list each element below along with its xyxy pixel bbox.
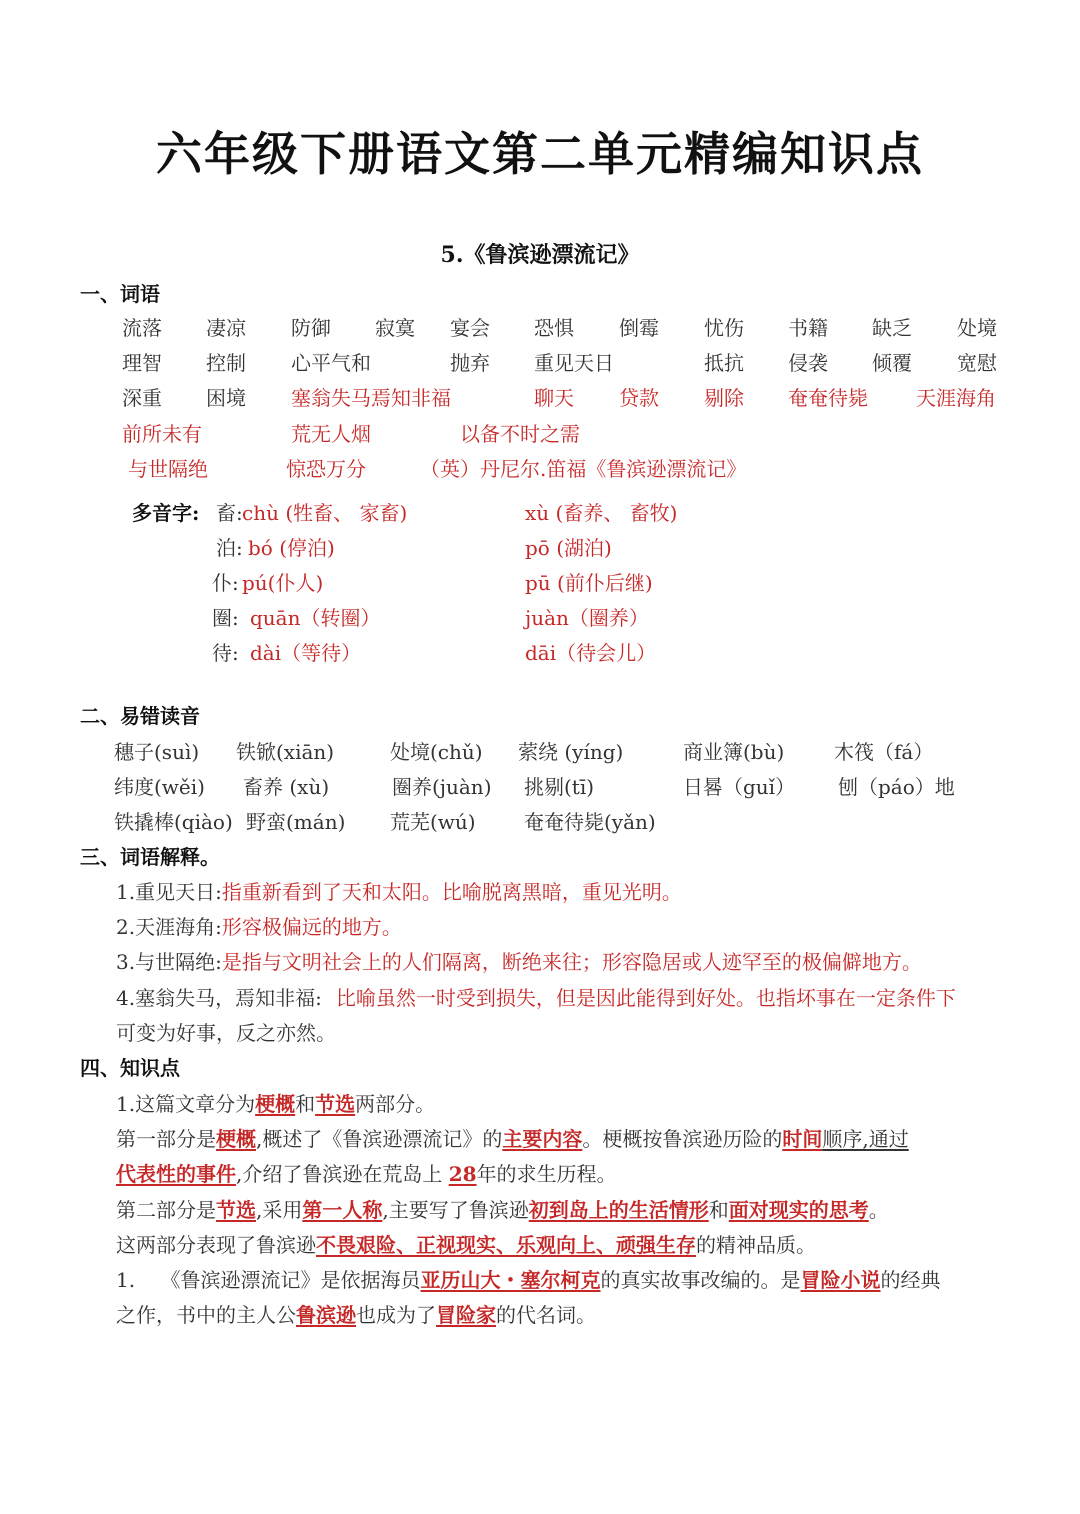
definition-term: 2.天涯海角:	[116, 915, 222, 939]
text: ,介绍了鲁滨逊在荒岛上	[236, 1162, 449, 1186]
text: 也成为了	[356, 1303, 436, 1327]
polyphone-label: 多音字:	[132, 501, 200, 525]
pronunciation-item: 商业簿(bù)	[683, 740, 785, 764]
vocab-word: 侵袭	[788, 351, 828, 375]
pronunciation-item: 挑剔(tī)	[524, 775, 595, 799]
text: 1.这篇文章分为	[116, 1092, 256, 1116]
vocab-word: 忧伤	[704, 316, 744, 340]
key-term: 代表性的事件	[116, 1162, 236, 1186]
knowledge-paragraph	[116, 1123, 909, 1152]
vocab-word-highlight: 塞翁失马焉知非福	[291, 386, 451, 410]
text: 和	[708, 1198, 729, 1222]
vocab-word: 处境	[957, 316, 997, 340]
key-term: 第一人称	[302, 1198, 383, 1222]
key-term: 冒险小说	[800, 1268, 881, 1292]
text: 第二部分是	[116, 1198, 216, 1222]
definition-item	[116, 876, 682, 905]
knowledge-paragraph	[116, 1158, 617, 1187]
vocab-word-highlight: 以备不时之需	[460, 422, 580, 446]
vocab-word: 凄凉	[206, 316, 246, 340]
pronunciation-item: 奄奄待毙(yǎn)	[524, 810, 656, 834]
vocab-word-highlight: 奄奄待毙	[788, 386, 868, 410]
pronunciation-item: 畜养 (xù)	[243, 775, 330, 799]
pronunciation-item: 铁撬棒(qiào)	[114, 810, 233, 834]
section-heading-pronunciation: 二、易错读音	[80, 704, 200, 728]
vocab-word: 流落	[122, 316, 162, 340]
pronunciation-item: 日晷（guǐ）	[683, 775, 796, 799]
vocab-word-highlight: 惊恐万分	[286, 457, 366, 481]
pronunciation-item: 铁锨(xiān)	[236, 740, 335, 764]
text: 的经典	[880, 1268, 941, 1292]
text: 这两部分表现了鲁滨逊	[116, 1233, 316, 1257]
polyphone-reading: pō (湖泊)	[525, 536, 612, 560]
polyphone-char: 圈:	[212, 606, 239, 630]
vocab-word-highlight: （英）丹尼尔.笛福《鲁滨逊漂流记》	[420, 457, 747, 481]
definition-text: 是指与文明社会上的人们隔离，断绝来往；形容隐居或人迹罕至的极偏僻地方。	[221, 950, 922, 974]
definition-item	[116, 911, 402, 940]
key-term: 面对现实的思考	[728, 1198, 869, 1222]
vocab-word-highlight: 剔除	[704, 386, 744, 410]
definition-term: 3.与世隔绝:	[116, 950, 222, 974]
key-term: 鲁滨逊	[296, 1303, 356, 1327]
polyphone-reading: pū (前仆后继)	[525, 571, 653, 595]
section-heading-vocabulary: 一、词语	[80, 282, 160, 306]
definition-text: 指重新看到了天和太阳。比喻脱离黑暗，重见光明。	[221, 880, 682, 904]
vocab-word: 深重	[122, 386, 162, 410]
polyphone-char: 待:	[212, 641, 239, 665]
vocab-word: 宽慰	[957, 351, 997, 375]
text: 和	[295, 1092, 316, 1116]
pronunciation-item: 穗子(suì)	[114, 740, 200, 764]
vocab-word: 理智	[122, 351, 162, 375]
key-term: 亚历山大・塞尔柯克	[420, 1268, 601, 1292]
vocab-word: 倾覆	[872, 351, 912, 375]
vocab-word-highlight: 天涯海角	[916, 386, 996, 410]
vocab-word: 心平气和	[291, 351, 371, 375]
vocab-word: 抛弃	[450, 351, 490, 375]
vocab-word: 恐惧	[534, 316, 574, 340]
polyphone-char: 畜:	[216, 501, 243, 525]
polyphone-reading: dài（等待）	[250, 641, 362, 665]
vocab-word: 缺乏	[872, 316, 912, 340]
text: 年的求生历程。	[476, 1162, 617, 1186]
section-heading-definitions: 三、词语解释。	[80, 845, 220, 869]
knowledge-paragraph	[116, 1264, 941, 1293]
key-term: 节选	[216, 1198, 256, 1222]
key-term: 初到岛上的生活情形	[528, 1198, 709, 1222]
pronunciation-item: 荒芜(wú)	[390, 810, 476, 834]
text: 1. 《鲁滨逊漂流记》是依据海员	[116, 1268, 421, 1292]
polyphone-char: 仆:	[212, 571, 239, 595]
vocab-word: 控制	[206, 351, 246, 375]
definition-term: 1.重见天日:	[116, 880, 222, 904]
vocab-word: 倒霉	[619, 316, 659, 340]
text: ,主要写了鲁滨逊	[382, 1198, 529, 1222]
vocab-word: 困境	[206, 386, 246, 410]
text: 。梗概按鲁滨逊历险的	[582, 1127, 783, 1151]
key-term: 梗概	[216, 1127, 256, 1151]
polyphone-reading: dāi（待会儿）	[525, 641, 657, 665]
polyphone-reading: quān（转圈）	[250, 606, 381, 630]
polyphone-reading: chù (牲畜、 家畜)	[242, 501, 408, 525]
polyphone-reading: xù (畜养、 畜牧)	[525, 501, 678, 525]
polyphone-reading: juàn（圈养）	[525, 606, 649, 630]
text: 的真实故事改编的。是	[600, 1268, 801, 1292]
polyphone-char: 泊:	[216, 536, 243, 560]
definition-item	[116, 982, 956, 1011]
page-title: 六年级下册语文第二单元精编知识点	[156, 127, 924, 181]
polyphone-reading: pú(仆人)	[242, 571, 324, 595]
text: 之作，书中的主人公	[116, 1303, 296, 1327]
key-term: 冒险家	[436, 1303, 496, 1327]
key-term: 时间	[782, 1127, 823, 1151]
text: 顺序,通过	[822, 1127, 909, 1151]
definition-text: 形容极偏远的地方。	[221, 915, 402, 939]
knowledge-paragraph	[116, 1229, 816, 1258]
definition-text-continued: 可变为好事，反之亦然。	[116, 1021, 336, 1045]
section-heading-knowledge: 四、知识点	[80, 1056, 180, 1080]
vocab-word-highlight: 前所未有	[122, 422, 202, 446]
definition-term: 4.塞翁失马，焉知非福:	[116, 986, 322, 1010]
knowledge-paragraph	[116, 1088, 435, 1117]
text: 的精神品质。	[696, 1233, 816, 1257]
vocab-word: 书籍	[788, 316, 828, 340]
text: 的代名词。	[496, 1303, 596, 1327]
text: ,采用	[256, 1198, 303, 1222]
vocab-word-highlight: 与世隔绝	[128, 457, 208, 481]
vocab-word: 重见天日	[534, 351, 614, 375]
key-term: 节选	[315, 1092, 356, 1116]
key-term: 梗概	[255, 1092, 296, 1116]
key-term: 主要内容	[502, 1127, 583, 1151]
knowledge-paragraph	[116, 1194, 889, 1223]
vocab-word-highlight: 荒无人烟	[291, 422, 371, 446]
pronunciation-item: 木筏（fá）	[834, 740, 934, 764]
pronunciation-item: 纬度(wěi)	[114, 775, 205, 799]
pronunciation-item: 处境(chǔ)	[390, 740, 483, 764]
text: ,概述了《鲁滨逊漂流记》的	[256, 1127, 503, 1151]
pronunciation-item: 萦绕 (yíng)	[518, 740, 624, 764]
pronunciation-item: 刨（páo）地	[838, 775, 955, 799]
text: 两部分。	[355, 1092, 436, 1116]
vocab-word: 抵抗	[704, 351, 744, 375]
vocab-word-highlight: 聊天	[534, 386, 574, 410]
vocab-word: 防御	[291, 316, 331, 340]
key-term: 不畏艰险、正视现实、乐观向上、顽强生存	[316, 1233, 696, 1257]
vocab-word: 寂寞	[375, 316, 415, 340]
pronunciation-item: 野蛮(mán)	[246, 810, 346, 834]
definition-item	[116, 946, 922, 975]
text: 第一部分是	[116, 1127, 216, 1151]
text: 。	[868, 1198, 889, 1222]
key-number: 28	[448, 1162, 477, 1186]
definition-text: 比喻虽然一时受到损失，但是因此能得到好处。也指坏事在一定条件下	[335, 986, 956, 1010]
knowledge-paragraph	[116, 1299, 596, 1328]
vocab-word-highlight: 贷款	[619, 386, 659, 410]
lesson-title: 5.《鲁滨逊漂流记》	[440, 242, 640, 268]
polyphone-reading: bó (停泊)	[248, 536, 335, 560]
vocab-word: 宴会	[450, 316, 490, 340]
pronunciation-item: 圈养(juàn)	[392, 775, 492, 799]
